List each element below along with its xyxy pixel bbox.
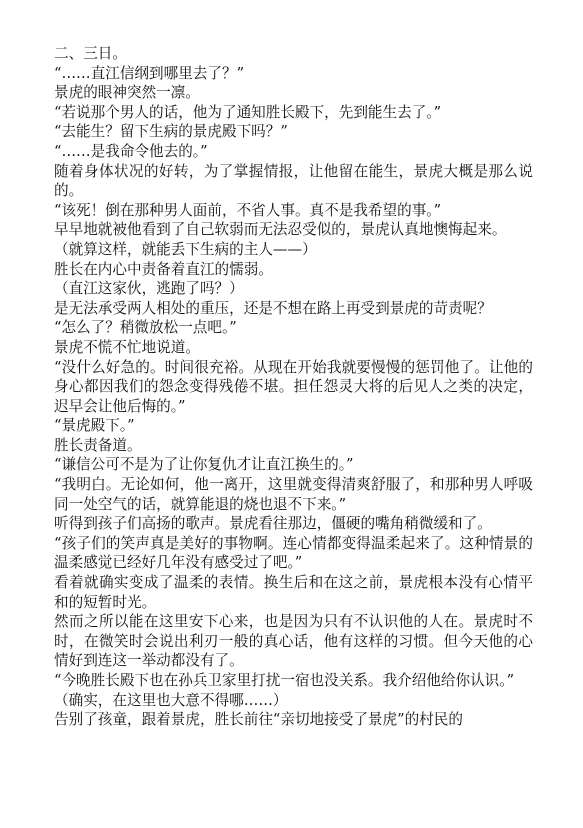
paragraph-6: “……是我命令他去的。” [54,142,208,160]
paragraph-12: （直江这家伙，逃跑了吗？） [54,280,244,298]
paragraph-22: “孩子们的笑声真是美好的事物啊。连心情都变得温柔起来了。这种情景的温柔感觉已经好几年没有感受过了吧。” [54,534,533,572]
paragraph-17: “景虎殿下。” [54,417,135,435]
paragraph-1: 二、三日。 [54,45,127,62]
paragraph-27: 告别了孩童，跟着景虎，胜长前往“亲切地接受了景虎”的村民的 [54,711,463,729]
paragraph-3: 景虎的眼神突然一凛。 [54,84,200,102]
paragraph-15: 景虎不慌不忙地说道。 [54,338,200,356]
paragraph-7: 随着身体状况的好转，为了掌握情报，让他留在能生，景虎大概是那么说的。 [54,162,533,200]
paragraph-18: 胜长责备道。 [54,436,142,454]
body-text [54,44,533,730]
paragraph-24: 然而之所以能在这里安下心来，也是因为只有不认识他的人在。景虎时不时，在微笑时会说出利刃一般的真心话，他有这样的习惯。但今天他的心情好到连这一举动都没有了。 [54,613,533,670]
paragraph-8: “该死！倒在那种男人面前，不省人事。真不是我希望的事。” [54,201,442,219]
paragraph-10: （就算这样，就能丢下生病的主人——） [54,240,317,258]
paragraph-26: （确实，在这里也大意不得哪……） [54,691,288,709]
paragraph-16: “没什么好急的。时间很充裕。从现在开始我就要慢慢的惩罚他了。让他的身心都因我们的怨念变得残倦不堪。担任怨灵大将的后见人之类的决定，迟早会让他后悔的。” [54,358,533,415]
paragraph-23: 看着就确实变成了温柔的表情。换生后和在这之前，景虎根本没有心情平和的短暂时光。 [54,574,533,611]
paragraph-13: 是无法承受两人相处的重压，还是不想在路上再受到景虎的苛责呢？ [54,299,492,317]
paragraph-20: “我明白。无论如何，他一离开，这里就变得清爽舒服了，和那种男人呼吸同一处空气的话，就算能退的烧也退不下来。” [54,476,533,513]
paragraph-9: 早早地就被他看到了自己软弱而无法忍受似的，景虎认真地懊悔起来。 [54,221,507,239]
paragraph-14: “怎么了？稍微放松一点吧。” [54,319,237,337]
paragraph-11: 胜长在内心中责备着直江的懦弱。 [54,260,273,278]
paragraph-25: “今晚胜长殿下也在孙兵卫家里打扰一宿也没关系。我介绍他给你认识。” [54,672,515,689]
paragraph-2: “……直江信纲到哪里去了？” [54,64,245,82]
paragraph-21: 听得到孩子们高扬的歌声。景虎看往那边，僵硬的嘴角稍微缓和了。 [54,515,492,533]
paragraph-5: “去能生？留下生病的景虎殿下吗？” [54,123,288,141]
paragraph-4: “若说那个男人的话，他为了通知胜长殿下，先到能生去了。” [54,103,442,121]
paragraph-19: “谦信公可不是为了让你复仇才让直江换生的。” [54,456,354,474]
